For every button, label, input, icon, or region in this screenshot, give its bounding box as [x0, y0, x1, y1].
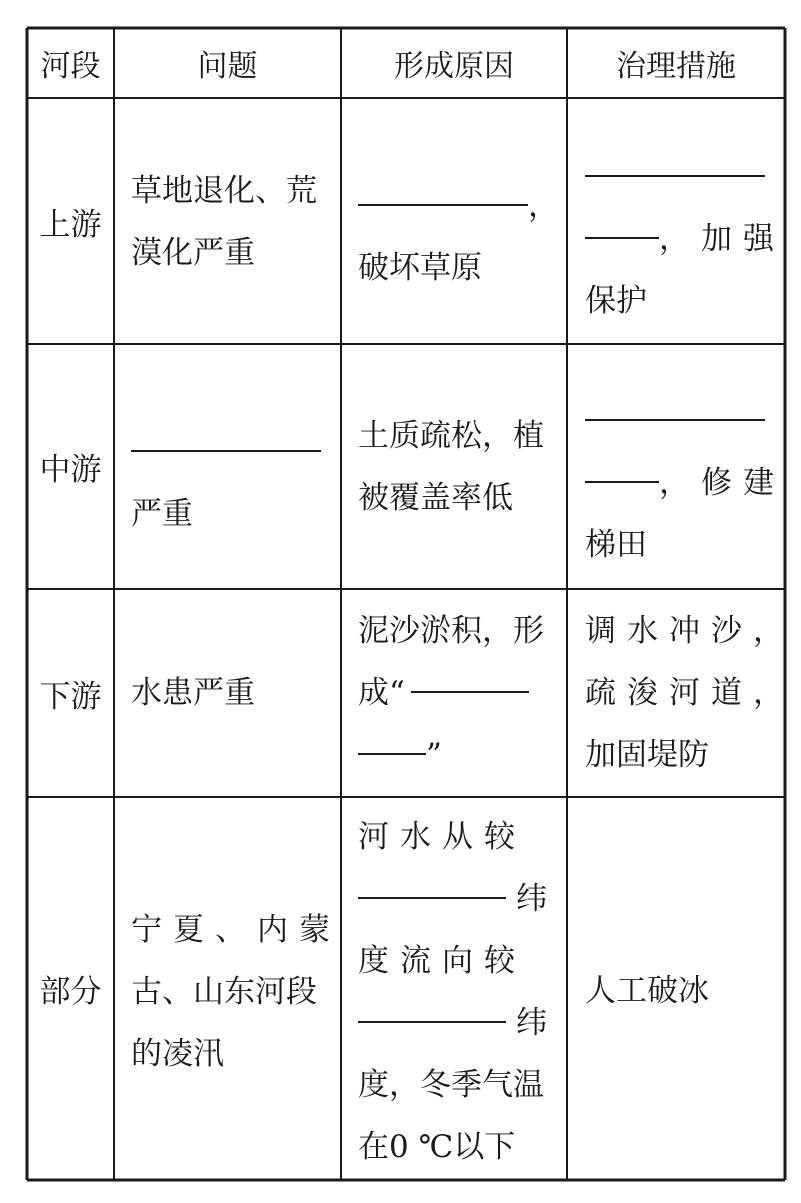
answer-blank[interactable] [585, 481, 659, 483]
answer-blank[interactable] [585, 175, 765, 177]
problem-partial: 宁夏、内蒙 古、山东河段 的凌汛 [131, 912, 341, 1072]
measure-middle: ，修建 梯田 [585, 390, 785, 576]
problem-lower: 水患严重 [131, 675, 255, 711]
measure-lower: 调水冲沙， 疏浚河道， 加固堤防 [585, 613, 795, 773]
answer-blank[interactable] [358, 897, 506, 899]
header-cause: 形成原因 [394, 49, 514, 84]
cause-lower: 泥沙淤积，形 成“ ” [358, 613, 544, 773]
header-segment: 河段 [40, 49, 101, 84]
answer-blank[interactable] [585, 419, 765, 421]
answer-blank[interactable] [411, 691, 529, 693]
measure-upper: ，加强 保护 [585, 146, 785, 332]
cause-partial: 河水从较 纬 度流向较 纬 度，冬季气温 在0 ℃以下 [358, 819, 547, 1165]
answer-blank[interactable] [358, 204, 528, 206]
segment-middle: 中游 [39, 452, 102, 488]
answer-blank[interactable] [131, 450, 321, 452]
header-measure: 治理措施 [616, 49, 736, 84]
problem-upper: 草地退化、荒 漠化严重 [131, 173, 317, 271]
answer-blank[interactable] [358, 753, 426, 755]
cause-middle: 土质疏松，植 被覆盖率低 [358, 418, 544, 516]
segment-lower: 下游 [39, 678, 102, 715]
answer-blank[interactable] [358, 1021, 506, 1023]
segment-partial: 部分 [39, 974, 102, 1010]
answer-blank[interactable] [585, 237, 659, 239]
measure-partial: 人工破冰 [585, 973, 709, 1009]
segment-upper: 上游 [39, 206, 102, 243]
problem-middle: 严重 [131, 421, 321, 545]
cause-upper: ， 破坏草原 [358, 188, 559, 286]
header-problem: 问题 [197, 49, 258, 84]
